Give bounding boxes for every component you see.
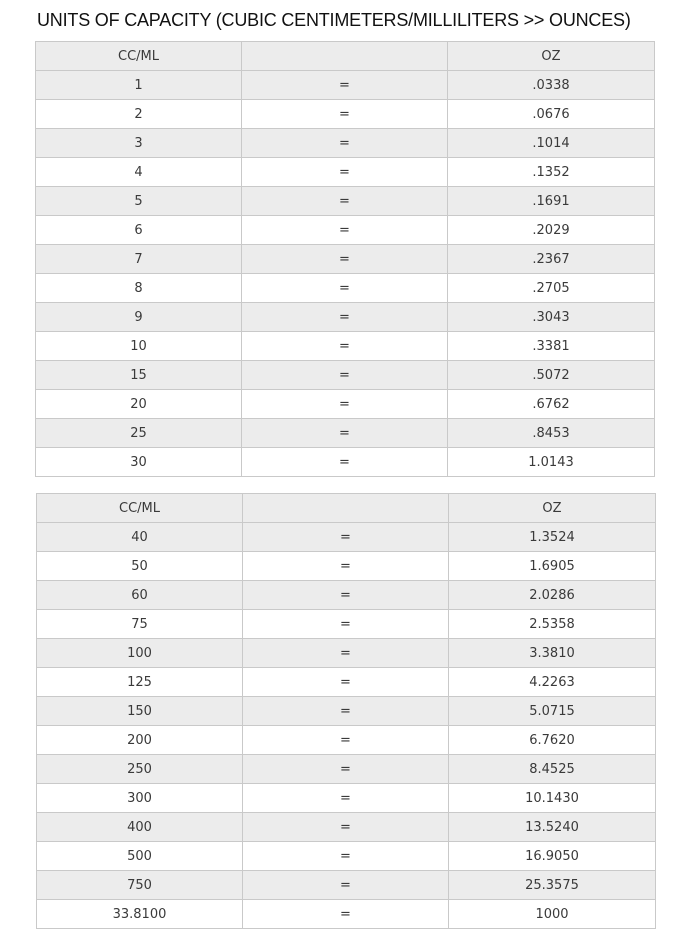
cell-equals: = [243,697,449,726]
cell-oz: 2.0286 [449,581,656,610]
cell-ccml: 60 [37,581,243,610]
table-row [36,187,655,216]
table-row [37,523,656,552]
table-row [36,100,655,129]
table-row [36,303,655,332]
header-cell-equals [242,42,448,71]
cell-oz: 4.2263 [449,668,656,697]
cell-oz: .3381 [448,332,655,361]
table-row [36,158,655,187]
cell-equals: = [242,158,448,187]
table-row [37,552,656,581]
table-row [36,129,655,158]
cell-oz: .1352 [448,158,655,187]
header-cell-oz: OZ [448,42,655,71]
cell-equals: = [243,755,449,784]
cell-oz: 25.3575 [449,871,656,900]
table-row [37,697,656,726]
cell-equals: = [242,419,448,448]
cell-oz: 8.4525 [449,755,656,784]
cell-oz: 1.3524 [449,523,656,552]
cell-oz: .3043 [448,303,655,332]
table-row [37,813,656,842]
cell-ccml: 40 [37,523,243,552]
cell-ccml: 6 [36,216,242,245]
cell-equals: = [243,523,449,552]
cell-equals: = [242,390,448,419]
cell-oz: 3.3810 [449,639,656,668]
cell-equals: = [243,900,449,929]
cell-equals: = [242,361,448,390]
header-cell-oz: OZ [449,494,656,523]
cell-oz: 6.7620 [449,726,656,755]
table-row [36,390,655,419]
table-header-row [37,494,656,523]
cell-ccml: 150 [37,697,243,726]
cell-ccml: 9 [36,303,242,332]
cell-equals: = [242,448,448,477]
cell-equals: = [242,129,448,158]
conversion-table-2 [36,493,656,929]
cell-ccml: 100 [37,639,243,668]
cell-ccml: 25 [36,419,242,448]
cell-equals: = [243,871,449,900]
cell-oz: 5.0715 [449,697,656,726]
cell-equals: = [243,610,449,639]
table-row [37,842,656,871]
cell-oz: 1.6905 [449,552,656,581]
cell-equals: = [242,303,448,332]
cell-ccml: 30 [36,448,242,477]
cell-ccml: 50 [37,552,243,581]
table-row [37,900,656,929]
table-row [36,71,655,100]
cell-oz: .1691 [448,187,655,216]
cell-ccml: 5 [36,187,242,216]
cell-equals: = [242,332,448,361]
cell-oz: 1000 [449,900,656,929]
cell-ccml: 750 [37,871,243,900]
cell-equals: = [242,274,448,303]
table-row [37,610,656,639]
cell-oz: .8453 [448,419,655,448]
table-row [36,332,655,361]
cell-ccml: 75 [37,610,243,639]
cell-ccml: 400 [37,813,243,842]
table-row [36,216,655,245]
header-cell-ccml: CC/ML [36,42,242,71]
table-row [36,245,655,274]
cell-ccml: 10 [36,332,242,361]
cell-ccml: 7 [36,245,242,274]
cell-oz: .0338 [448,71,655,100]
cell-equals: = [243,813,449,842]
cell-ccml: 125 [37,668,243,697]
cell-oz: .1014 [448,129,655,158]
table-row [37,784,656,813]
cell-equals: = [242,216,448,245]
header-cell-ccml: CC/ML [37,494,243,523]
cell-oz: .6762 [448,390,655,419]
cell-ccml: 4 [36,158,242,187]
table-row [37,581,656,610]
cell-equals: = [243,784,449,813]
cell-oz: 2.5358 [449,610,656,639]
page-title: UNITS OF CAPACITY (CUBIC CENTIMETERS/MILLILITERS >> OUNCES) [37,10,631,30]
cell-ccml: 3 [36,129,242,158]
cell-equals: = [243,639,449,668]
table-row [36,419,655,448]
cell-ccml: 8 [36,274,242,303]
table-row [37,726,656,755]
table-row [37,668,656,697]
cell-equals: = [243,552,449,581]
cell-oz: 13.5240 [449,813,656,842]
cell-equals: = [243,842,449,871]
cell-ccml: 300 [37,784,243,813]
cell-equals: = [242,71,448,100]
table-row [36,448,655,477]
cell-equals: = [243,668,449,697]
cell-oz: 1.0143 [448,448,655,477]
cell-ccml: 200 [37,726,243,755]
header-cell-equals [243,494,449,523]
table-row [37,755,656,784]
cell-equals: = [242,100,448,129]
cell-oz: .2367 [448,245,655,274]
cell-ccml: 500 [37,842,243,871]
cell-oz: .2705 [448,274,655,303]
table-header-row [36,42,655,71]
table-row [36,361,655,390]
cell-ccml: 33.8100 [37,900,243,929]
cell-oz: 10.1430 [449,784,656,813]
cell-equals: = [243,726,449,755]
cell-equals: = [242,245,448,274]
table-row [37,871,656,900]
conversion-table-1 [35,41,655,477]
cell-oz: .5072 [448,361,655,390]
cell-oz: .2029 [448,216,655,245]
cell-equals: = [243,581,449,610]
cell-ccml: 250 [37,755,243,784]
cell-ccml: 2 [36,100,242,129]
cell-oz: 16.9050 [449,842,656,871]
table-row [37,639,656,668]
cell-oz: .0676 [448,100,655,129]
table-row [36,274,655,303]
cell-ccml: 20 [36,390,242,419]
cell-ccml: 1 [36,71,242,100]
cell-ccml: 15 [36,361,242,390]
cell-equals: = [242,187,448,216]
